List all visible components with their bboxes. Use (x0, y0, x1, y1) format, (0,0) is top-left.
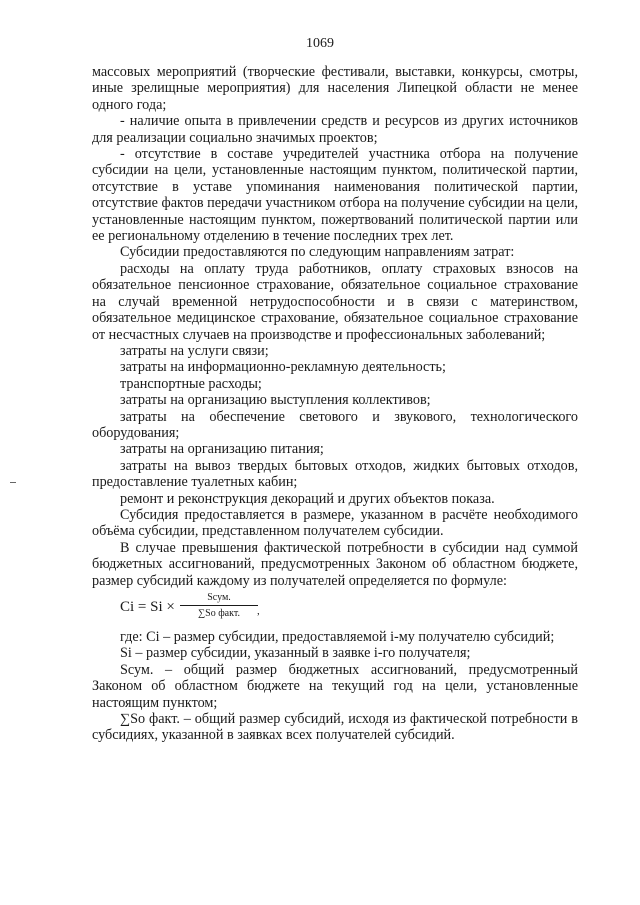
paragraph-p1: массовых мероприятий (творческие фестивали, выставки, конкурсы, смотры, иные зрелищные мероприятия) для населения Липецкой области не менее одного года; (92, 64, 578, 113)
paragraph-p13: ремонт и реконструкция декораций и других объектов показа. (120, 490, 495, 507)
paragraph-p15: В случае превышения фактической потребности в субсидии над суммой бюджетных ассигнований, предусмотренных Законом об областном бюджете, размер субсидий каждому из получателей определяется по формуле: (92, 539, 578, 589)
paragraph-p12: затраты на вывоз твердых бытовых отходов, жидких бытовых отходов, предоставление туалетных кабин; (92, 457, 578, 491)
document-body (92, 64, 578, 744)
subsidy-formula (120, 591, 578, 625)
definition-si: Si – размер субсидии, указанный в заявке i-го получателя; (120, 645, 471, 662)
paragraph-p10: затраты на обеспечение светового и звукового, технологического оборудования; (92, 408, 578, 441)
formula-fraction (180, 591, 258, 620)
margin-mark (10, 482, 16, 483)
paragraph-p5: расходы на оплату труда работников, оплату страховых взносов на обязательное пенсионное страхование, обязательное социальное страхование на случай временной нетрудоспособности и в связи с материнством, обязательное медицинское страхование, обязательное социальное страхование от несчастных случаев на производстве и профессиональных заболеваний; (92, 260, 578, 343)
paragraph-p3: - отсутствие в составе учредителей участника отбора на получение субсидии на цели, установленные настоящим пунктом, политической партии, отсутствие в уставе упоминания наименования политической партии, отсутствие фактов передачи участником отбора на получение субсидии на цели, установленные настоящим пунктом, пожертвований политической партии или ее региональному отделению в течение последних трех лет. (92, 146, 578, 245)
paragraph-p11: затраты на организацию питания; (120, 441, 324, 458)
paragraph-p9: затраты на организацию выступления коллективов; (120, 392, 431, 409)
paragraph-p6: затраты на услуги связи; (120, 342, 269, 359)
definition-ssum: Sсум. – общий размер бюджетных ассигнований, предусмотренный Законом об областном бюджете на текущий год на цели, установленные настоящим пунктом; (92, 661, 578, 711)
paragraph-p2: - наличие опыта в привлечении средств и ресурсов из других источников для реализации социально значимых проектов; (92, 113, 578, 146)
paragraph-p4: Субсидии предоставляются по следующим направлениям затрат: (120, 244, 515, 261)
page-number: 1069 (306, 36, 334, 51)
definition-ci: где: Ci – размер субсидии, предоставляемой i-му получателю субсидий; (120, 629, 555, 645)
fraction-bar (180, 605, 258, 606)
paragraph-p7: затраты на информационно-рекламную деятельность; (120, 359, 446, 376)
formula-lhs: Ci = Si × (120, 599, 175, 615)
paragraph-p14: Субсидия предоставляется в размере, указанном в расчёте необходимого объёма субсидии, представленном получателем субсидии. (92, 506, 578, 540)
definition-so-fact: ∑So факт. – общий размер субсидий, исходя из фактической потребности в субсидиях, указанной в заявках всех получателей субсидий. (92, 711, 578, 744)
formula-numerator: Sсум. (207, 592, 231, 603)
paragraph-p8: транспортные расходы; (120, 375, 262, 392)
formula-trail: , (257, 605, 260, 617)
formula-denominator: ∑So факт. (198, 608, 240, 619)
